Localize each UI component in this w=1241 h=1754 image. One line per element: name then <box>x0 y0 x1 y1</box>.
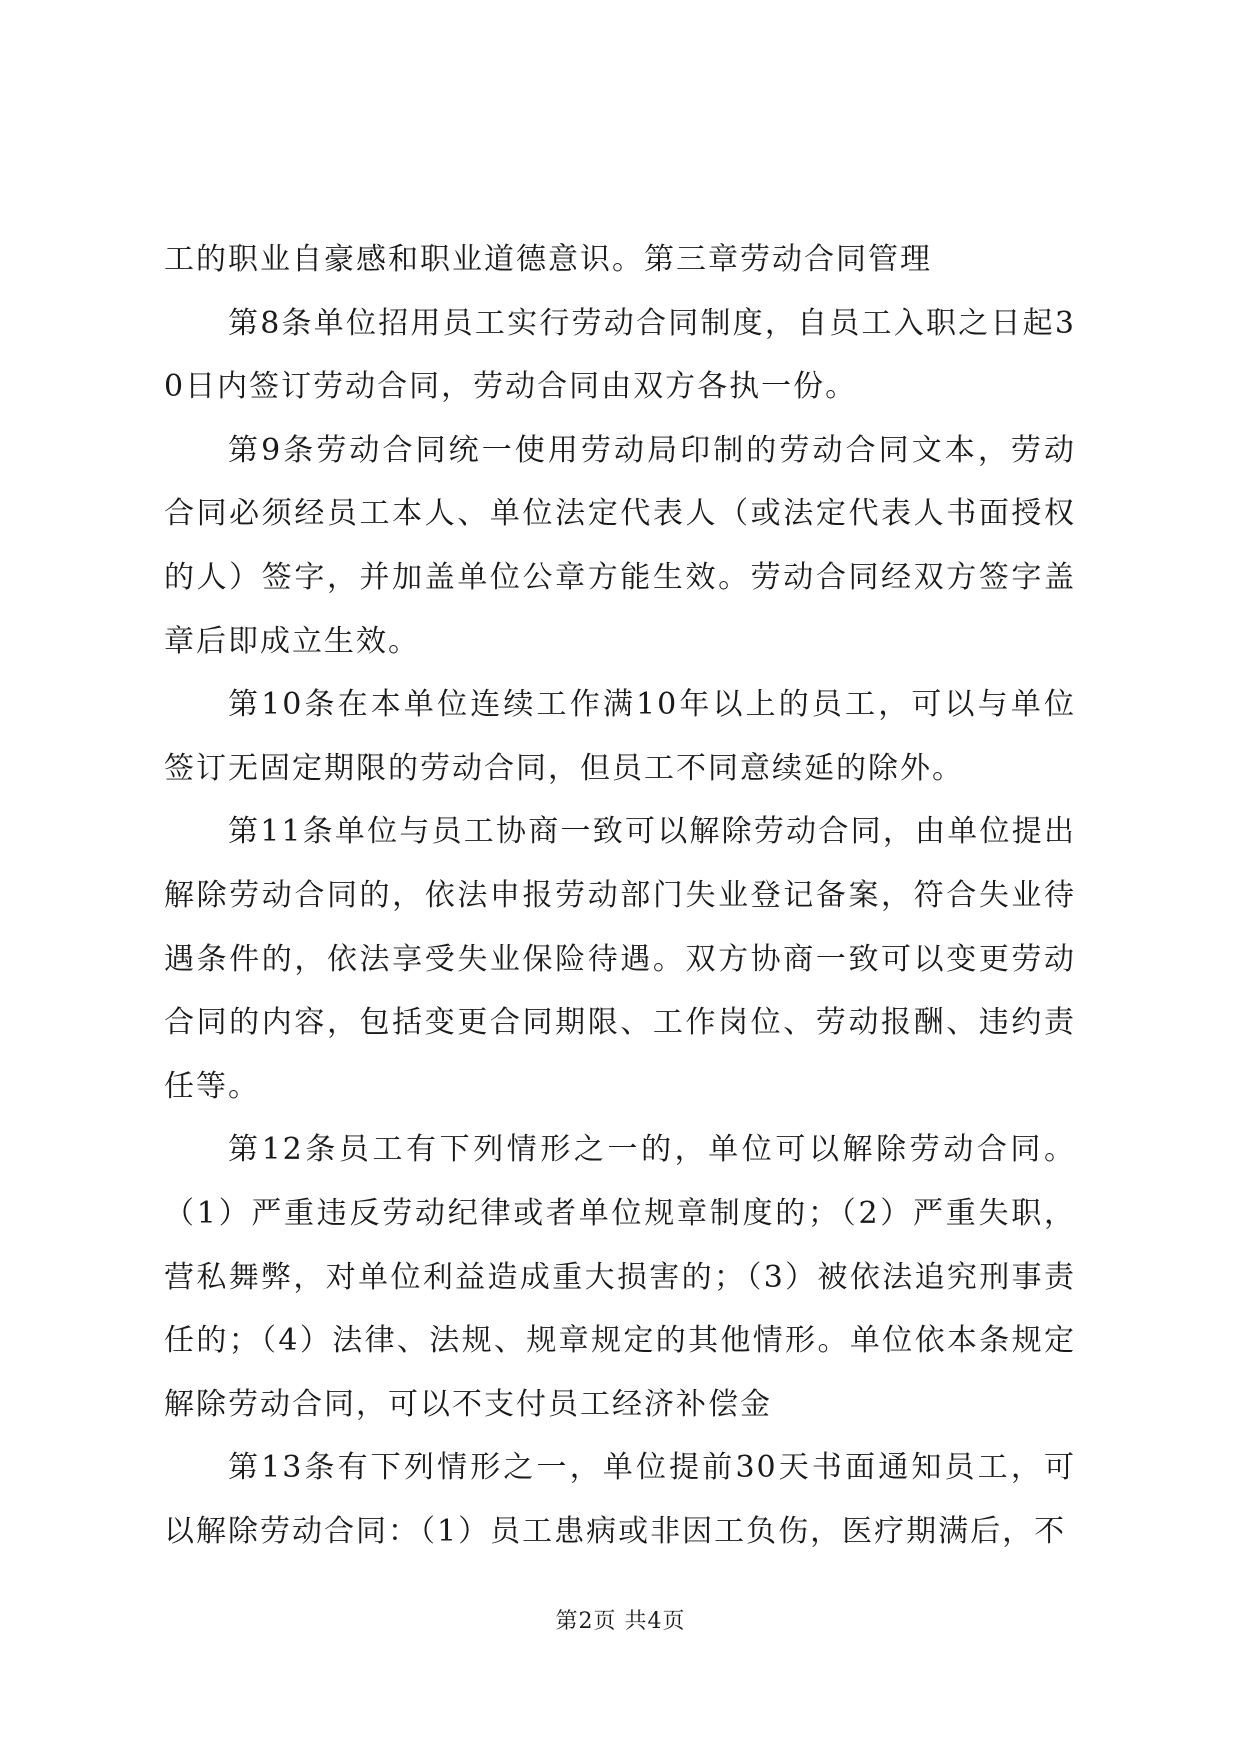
paragraph-article-9: 第9条劳动合同统一使用劳动局印制的劳动合同文本，劳动合同必须经员工本人、单位法定代表人（或法定代表人书面授权的人）签字，并加盖单位公章方能生效。劳动合同经双方签字盖章后即成立生效。 <box>164 432 1076 659</box>
paragraph-article-13: 第13条有下列情形之一，单位提前30天书面通知员工，可以解除劳动合同：（1）员工患病或非因工负伤，医疗期满后，不 <box>164 1450 1076 1549</box>
page-number-footer: 第2页 共4页 <box>555 1609 686 1634</box>
document-body <box>164 228 1076 1563</box>
paragraph-article-10: 第10条在本单位连续工作满10年以上的员工，可以与单位签订无固定期限的劳动合同，但员工不同意续延的除外。 <box>164 687 1076 786</box>
paragraph-article-8: 第8条单位招用员工实行劳动合同制度，自员工入职之日起30日内签订劳动合同，劳动合同由双方各执一份。 <box>164 305 1076 405</box>
paragraph-article-11: 第11条单位与员工协商一致可以解除劳动合同，由单位提出解除劳动合同的，依法申报劳动部门失业登记备案，符合失业待遇条件的，依法享受失业保险待遇。双方协商一致可以变更劳动合同的内容，包括变更合同期限、工作岗位、劳动报酬、违约责任等。 <box>164 814 1076 1104</box>
paragraph-article-12: 第12条员工有下列情形之一的，单位可以解除劳动合同。（1）严重违反劳动纪律或者单位规章制度的；（2）严重失职，营私舞弊，对单位利益造成重大损害的；（3）被依法追究刑事责任的；（4）法律、法规、规章规定的其他情形。单位依本条规定解除劳动合同，可以不支付员工经济补偿金 <box>164 1132 1076 1422</box>
paragraph-continuation: 工的职业自豪感和职业道德意识。第三章劳动合同管理 <box>164 242 932 277</box>
